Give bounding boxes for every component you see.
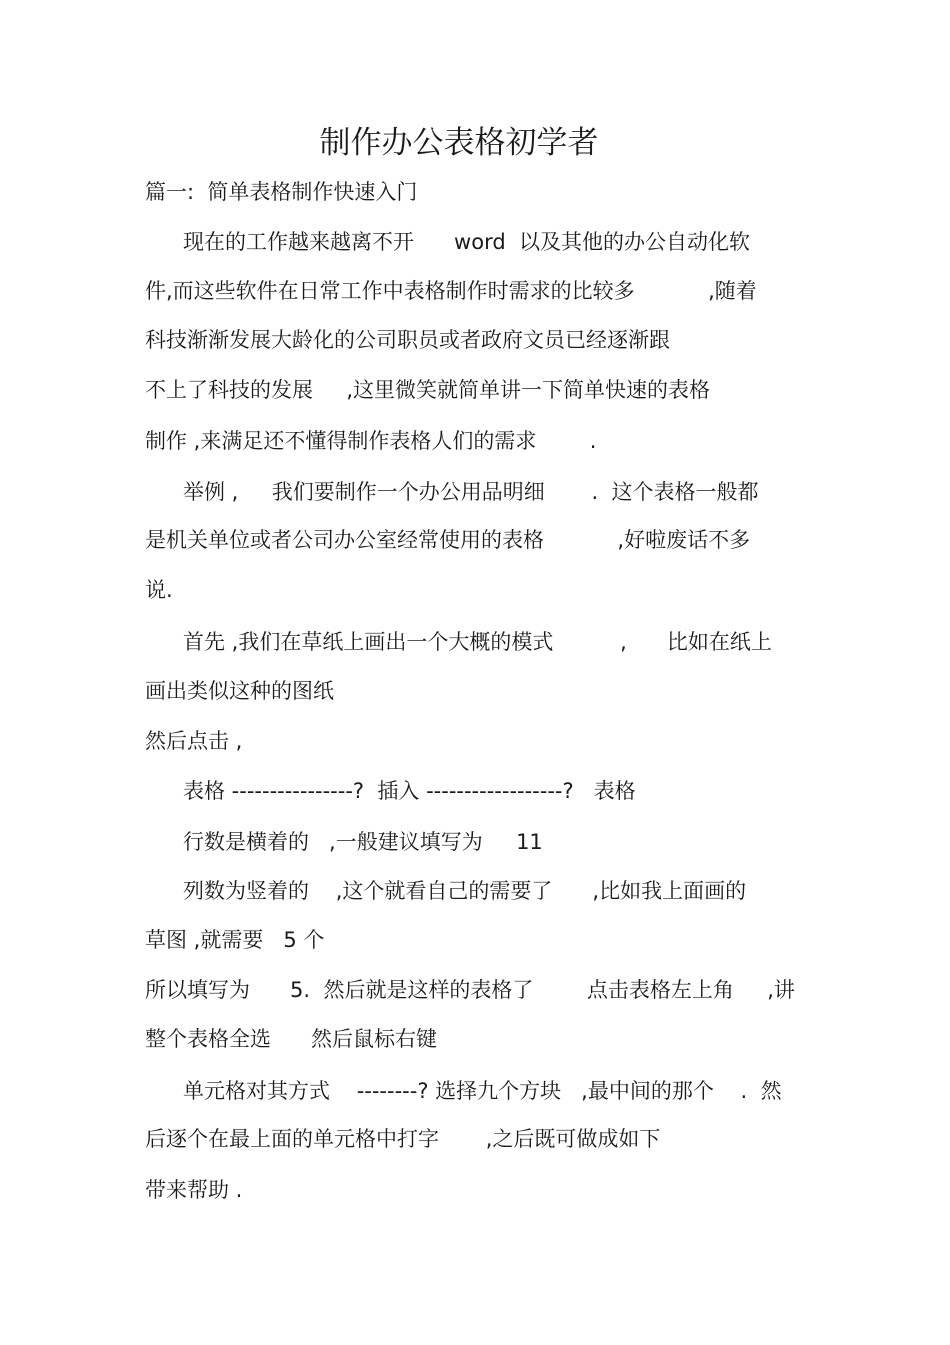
paragraph-line: 不上了科技的发展 ,这里微笑就简单讲一下简单快速的表格 — [145, 378, 711, 402]
paragraph-line: 件,而这些软件在日常工作中表格制作时需求的比较多 ,随着 — [145, 279, 757, 303]
paragraph-line: 画出类似这种的图纸 — [145, 679, 334, 703]
paragraph-line: 所以填写为 5. 然后就是这样的表格了 点击表格左上角 ,讲 — [145, 978, 795, 1002]
paragraph-line: 说. — [145, 578, 173, 602]
section-heading: 篇一: 简单表格制作快速入门 — [145, 180, 418, 204]
document-title: 制作办公表格初学者 — [319, 125, 599, 161]
paragraph-line: 然后点击 , — [145, 729, 243, 753]
paragraph-line: 举例 , 我们要制作一个办公用品明细 . 这个表格一般都 — [183, 480, 759, 504]
paragraph-line: 首先 ,我们在草纸上画出一个大概的模式 , 比如在纸上 — [183, 630, 772, 654]
paragraph-line: 制作 ,来满足还不懂得制作表格人们的需求 . — [145, 429, 597, 453]
paragraph-line: 科技渐渐发展大龄化的公司职员或者政府文员已经逐渐跟 — [145, 328, 670, 352]
paragraph-line: 行数是横着的 ,一般建议填写为 11 — [183, 830, 543, 854]
paragraph-line: 单元格对其方式 --------? 选择九个方块 ,最中间的那个 . 然 — [183, 1079, 782, 1103]
paragraph-line: 带来帮助 . — [145, 1178, 243, 1202]
paragraph-line: 列数为竖着的 ,这个就看自己的需要了 ,比如我上面画的 — [183, 879, 747, 903]
paragraph-line: 后逐个在最上面的单元格中打字 ,之后既可做成如下 — [145, 1127, 661, 1151]
paragraph-line: 表格 ----------------? 插入 ------------------? 表格 — [183, 779, 636, 803]
paragraph-line: 现在的工作越来越离不开 word 以及其他的办公自动化软 — [183, 230, 751, 254]
paragraph-line: 是机关单位或者公司办公室经常使用的表格 ,好啦废话不多 — [145, 528, 751, 552]
paragraph-line: 草图 ,就需要 5 个 — [145, 928, 325, 952]
paragraph-line: 整个表格全选 然后鼠标右键 — [145, 1027, 438, 1051]
